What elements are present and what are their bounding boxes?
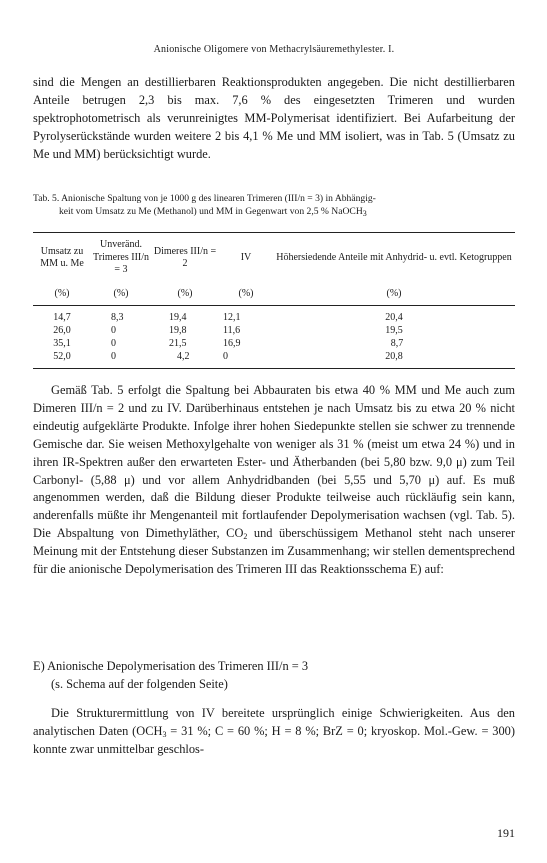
och3-subscript: 3 [162,729,167,739]
paragraph-3 [33,705,515,759]
table-row [33,351,515,369]
table-row [33,338,515,351]
table-cell: 0 [91,351,151,369]
table-cell: 4,2 [151,351,219,369]
table-cell: 0 [111,338,116,350]
paragraph-1: sind die Mengen an destillierbaren Reaktionsprodukten angegeben. Die nicht destillierbaren Anteile betrugen 2,3 bis max. 7,6 % des eingesetzten Trimeren und wurden spektrophotometrisch als verunreinigtes MM-Polymerisat identifiziert. Bei Aufarbeitung der Pyrolyserückstände wurden weitere 2 bis 4,1 % Me und MM isoliert, was in Tab. 5 (Umsatz zu Me und MM) berücksichtigt wurde. [33,75,515,161]
caption-line-2-text: keit vom Umsatz zu Me (Methanol) und MM in Gegenwart von 2,5 % NaOCH [59,205,363,217]
unit-cell: (%) [273,283,515,306]
table-caption [33,193,515,218]
table-cell: 19,4 [169,312,187,324]
table-cell: 19,5 [385,325,403,337]
table-row [33,306,515,326]
paragraph-3-part-b: = 31 %; C = 60 %; H = 8 %; BrZ = 0; kryoskop. Mol.-Gew. = 300) konnte zwar unmittelbar geschlos- [33,723,515,756]
unit-cell: (%) [33,283,91,306]
table-unit-row [33,283,515,306]
table-cell: 20,8 [273,351,515,369]
caption-line-1: Tab. 5. Anionische Spaltung von je 1000 g des linearen Trimeren (III/n = 3) in Abhängig- [33,193,376,204]
table-cell: 16,9 [223,338,241,350]
header-hoehersiedende: Höhersiedende Anteile mit Anhydrid- u. evtl. Ketogruppen [273,233,515,284]
table-cell: 14,7 [53,312,71,324]
results-table [33,232,515,369]
header-iv: IV [219,233,273,284]
header-umsatz: Umsatz zu MM u. Me [33,233,91,284]
table-cell: 0 [219,351,273,369]
running-head: Anionische Oligomere von Methacrylsäuremethylester. I. [153,44,395,55]
table-cell: 52,0 [33,351,91,369]
paragraph-2 [33,382,515,579]
table-cell: 26,0 [53,325,71,337]
scheme-heading-block [33,658,515,694]
table-cell: 19,8 [169,325,187,337]
unit-cell: (%) [151,283,219,306]
paragraph-2-part-b: und überschüssigem Methanol steht nach unserer Meinung mit der Entstehung dieser Substanzen im Zusammenhang; wir stellen dementsprechend für die anionische Depolymerisation des Trimeren III das Reaktionsschema E) auf: [33,526,515,577]
table-cell: 8,7 [390,338,404,350]
header-dimeres: Dimeres III/n = 2 [151,233,219,284]
table-cell: 0 [111,325,116,337]
paragraph-3-part-a: Die Strukturermittlung von IV bereitete ursprünglich einige Schwierigkeiten. Aus den analytischen Daten (OCH [33,706,515,738]
table-cell: 8,3 [111,312,124,324]
co2-subscript: 2 [243,532,248,542]
table-header-row [33,233,515,284]
caption-line-2 [33,206,515,219]
table-cell: 35,1 [53,338,71,350]
table-cell: 20,4 [385,312,403,324]
header-trimeres: Unveränd. Trimeres III/n = 3 [91,233,151,284]
unit-cell: (%) [219,283,273,306]
page-number: 191 [497,826,515,840]
table-cell: 11,6 [223,325,241,337]
unit-cell: (%) [91,283,151,306]
caption-subscript: 3 [362,208,367,218]
scheme-note: (s. Schema auf der folgenden Seite) [51,676,228,691]
table-cell: 21,5 [169,338,187,350]
scheme-heading: E) Anionische Depolymerisation des Trimeren III/n = 3 [33,659,309,673]
paragraph-2-part-a: Gemäß Tab. 5 erfolgt die Spaltung bei Abbauraten bis etwa 40 % MM und Me auch zum Dimeren III/n = 2 und zu IV. Darüberhinaus entstehen je nach Umsatz bis zu etwa 20 % nicht eindeutig aufgeklärte Produkte. Infolge ihrer hohen Siedepunkte stellen sie schwer zu trennende Gemische dar. Sie weisen Methoxylgehalte von weniger als 31 % (meist um etwa 24 %) und in ihren IR-Spektren außer den erwarteten Ester- und Ätherbanden (bei 5,80 bzw. 9,0 μ) zum Teil Carbonyl- (5,88 μ) und vor allem Anhydridbanden (bei 5,55 und 5,70 μ) auf. Es muß angenommen werden, daß die Bildung dieser Produkte teilweise auch rückläufig sein kann, anderenfalls müßte ihr Mengenanteil mit fortlaufender Depolymerisation wachsen (vgl. Tab. 5). Die Abspaltung von Dimethyläther, CO [33,383,515,541]
table-cell: 12,1 [223,312,241,324]
table-row [33,325,515,338]
